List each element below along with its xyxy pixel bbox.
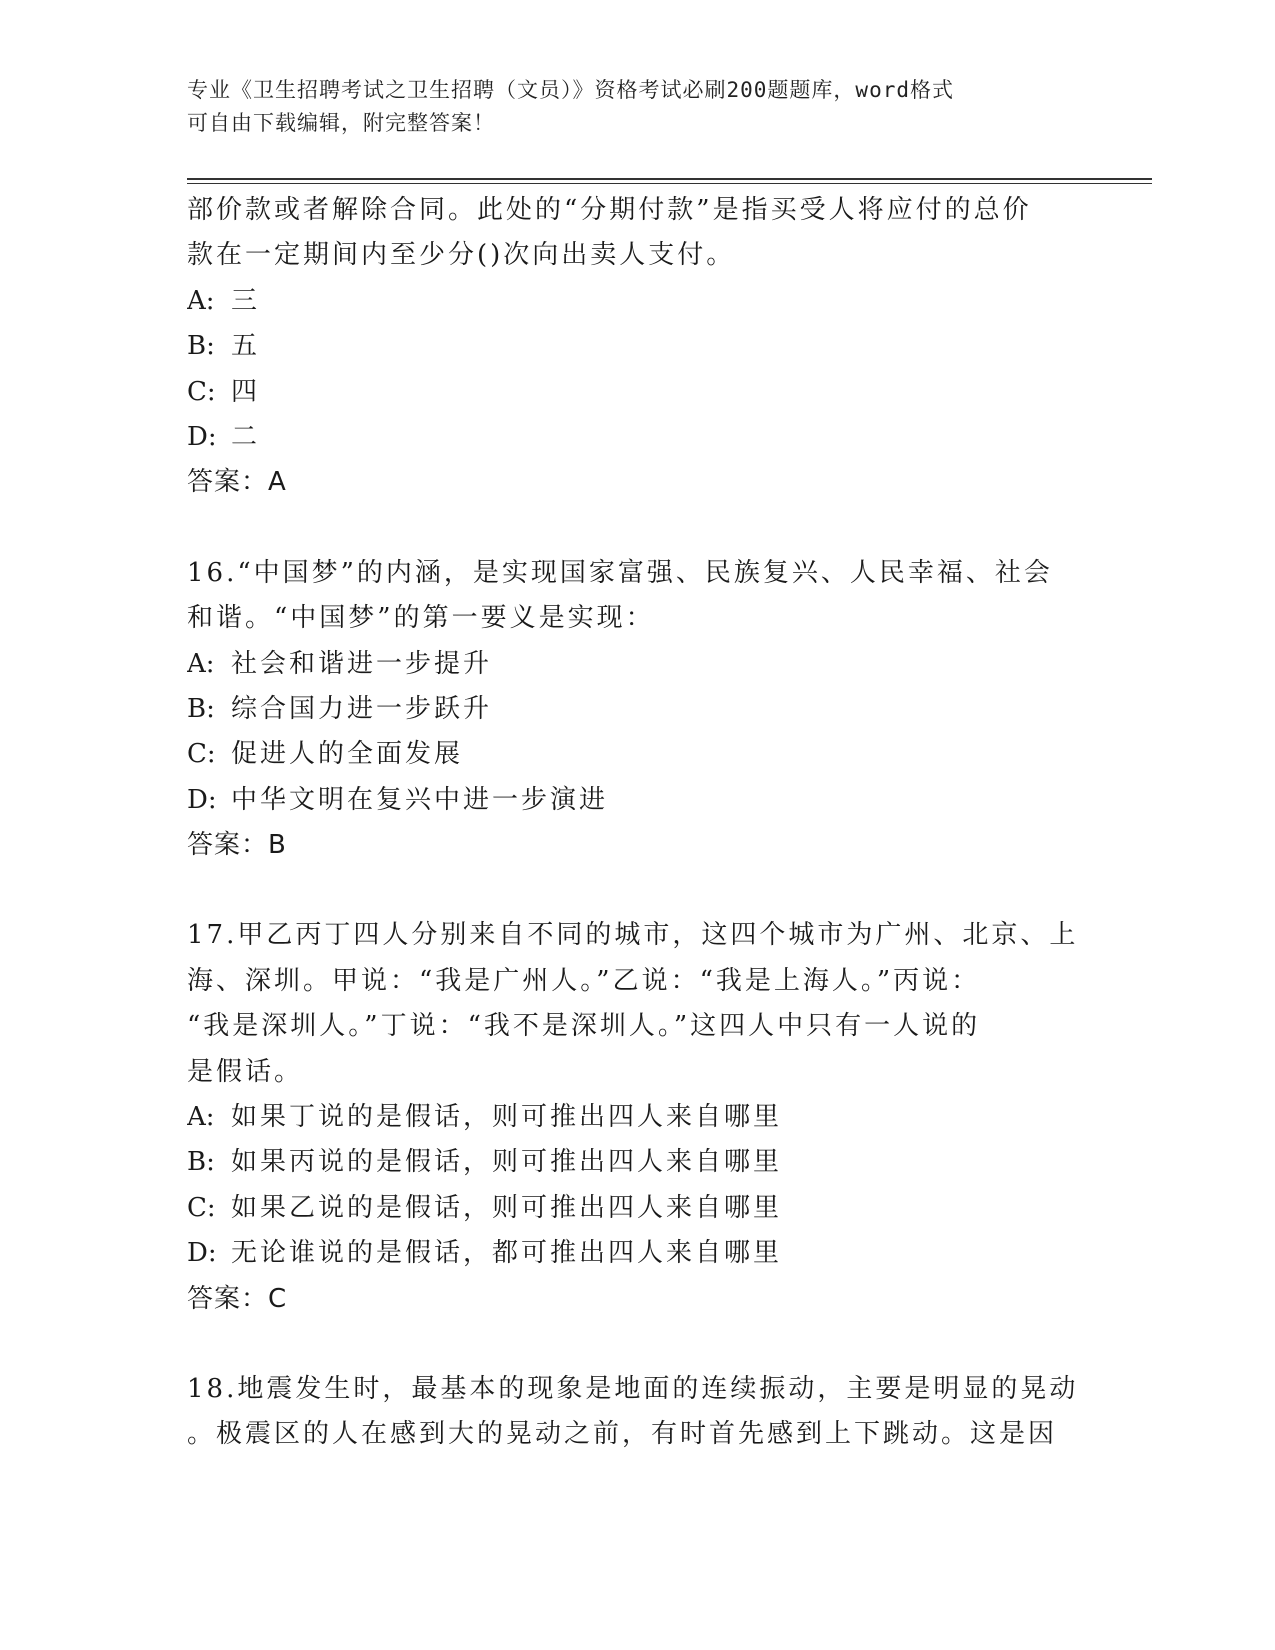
option-key: A: (187, 1102, 215, 1133)
option-a (187, 642, 1087, 687)
option-b (187, 1140, 1087, 1185)
option-key: D: (187, 421, 217, 452)
option-text: 无论谁说的是假话，都可推出四人来自哪里 (231, 1238, 783, 1269)
question-stem-line: 16.“中国梦”的内涵，是实现国家富强、民族复兴、人民幸福、社会 (187, 557, 1053, 588)
option-text: 社会和谐进一步提升 (231, 648, 493, 679)
question-stem-line: 18.地震发生时，最基本的现象是地面的连续振动，主要是明显的晃动 (187, 1373, 1079, 1404)
answer-line: 答案：C (187, 1283, 288, 1314)
spacer (187, 1322, 1087, 1367)
option-d (187, 1231, 1087, 1276)
option-a (187, 279, 1087, 324)
header-line-1: 专业《卫生招聘考试之卫生招聘（文员）》资格考试必刷200题题库，word格式 (187, 78, 954, 102)
answer-line: 答案：A (187, 467, 287, 498)
question-stem-line: 是假话。 (187, 1056, 304, 1087)
spacer (187, 868, 1087, 913)
header-divider (187, 178, 1152, 184)
option-key: C: (187, 376, 216, 407)
option-key: D: (187, 1238, 217, 1269)
option-text: 四 (231, 376, 261, 407)
option-c (187, 370, 1087, 415)
option-text: 如果丁说的是假话，则可推出四人来自哪里 (231, 1102, 783, 1133)
spacer (187, 506, 1087, 551)
option-key: B: (187, 331, 215, 362)
option-c (187, 732, 1087, 777)
option-a (187, 1095, 1087, 1140)
option-key: B: (187, 1147, 215, 1178)
document-header (187, 74, 1087, 140)
option-text: 如果丙说的是假话，则可推出四人来自哪里 (231, 1147, 783, 1178)
option-key: D: (187, 784, 217, 815)
option-b (187, 687, 1087, 732)
question-stem-line: 海、深圳。甲说：“我是广州人。”乙说：“我是上海人。”丙说： (187, 965, 981, 996)
option-text: 促进人的全面发展 (231, 739, 464, 770)
question-stem-line: 款在一定期间内至少分()次向出卖人支付。 (187, 240, 736, 271)
answer-line: 答案：B (187, 830, 287, 861)
option-b (187, 324, 1087, 369)
option-text: 综合国力进一步跃升 (231, 693, 493, 724)
question-15 (187, 188, 1087, 506)
header-line-2: 可自由下载编辑，附完整答案！ (187, 111, 495, 135)
question-stem-line: 和谐。“中国梦”的第一要义是实现： (187, 603, 655, 634)
question-18 (187, 1367, 1087, 1458)
option-text: 五 (231, 331, 261, 362)
question-stem-line: 。极震区的人在感到大的晃动之前，有时首先感到上下跳动。这是因 (187, 1419, 1058, 1450)
option-key: C: (187, 1192, 216, 1223)
option-key: B: (187, 693, 215, 724)
option-d (187, 778, 1087, 823)
question-17 (187, 913, 1087, 1322)
option-text: 中华文明在复兴中进一步演进 (231, 784, 609, 815)
question-list (187, 188, 1087, 1458)
question-16 (187, 551, 1087, 869)
option-text: 三 (231, 285, 261, 316)
option-c (187, 1186, 1087, 1231)
option-text: 如果乙说的是假话，则可推出四人来自哪里 (231, 1192, 783, 1223)
question-stem-line: “我是深圳人。”丁说：“我不是深圳人。”这四人中只有一人说的 (187, 1011, 981, 1042)
option-text: 二 (231, 421, 261, 452)
option-key: C: (187, 739, 216, 770)
option-key: A: (187, 285, 215, 316)
option-d (187, 415, 1087, 460)
option-key: A: (187, 648, 215, 679)
question-stem-line: 部价款或者解除合同。此处的“分期付款”是指买受人将应付的总价 (187, 195, 1032, 225)
question-stem-line: 17.甲乙丙丁四人分别来自不同的城市，这四个城市为广州、北京、上 (187, 920, 1079, 951)
